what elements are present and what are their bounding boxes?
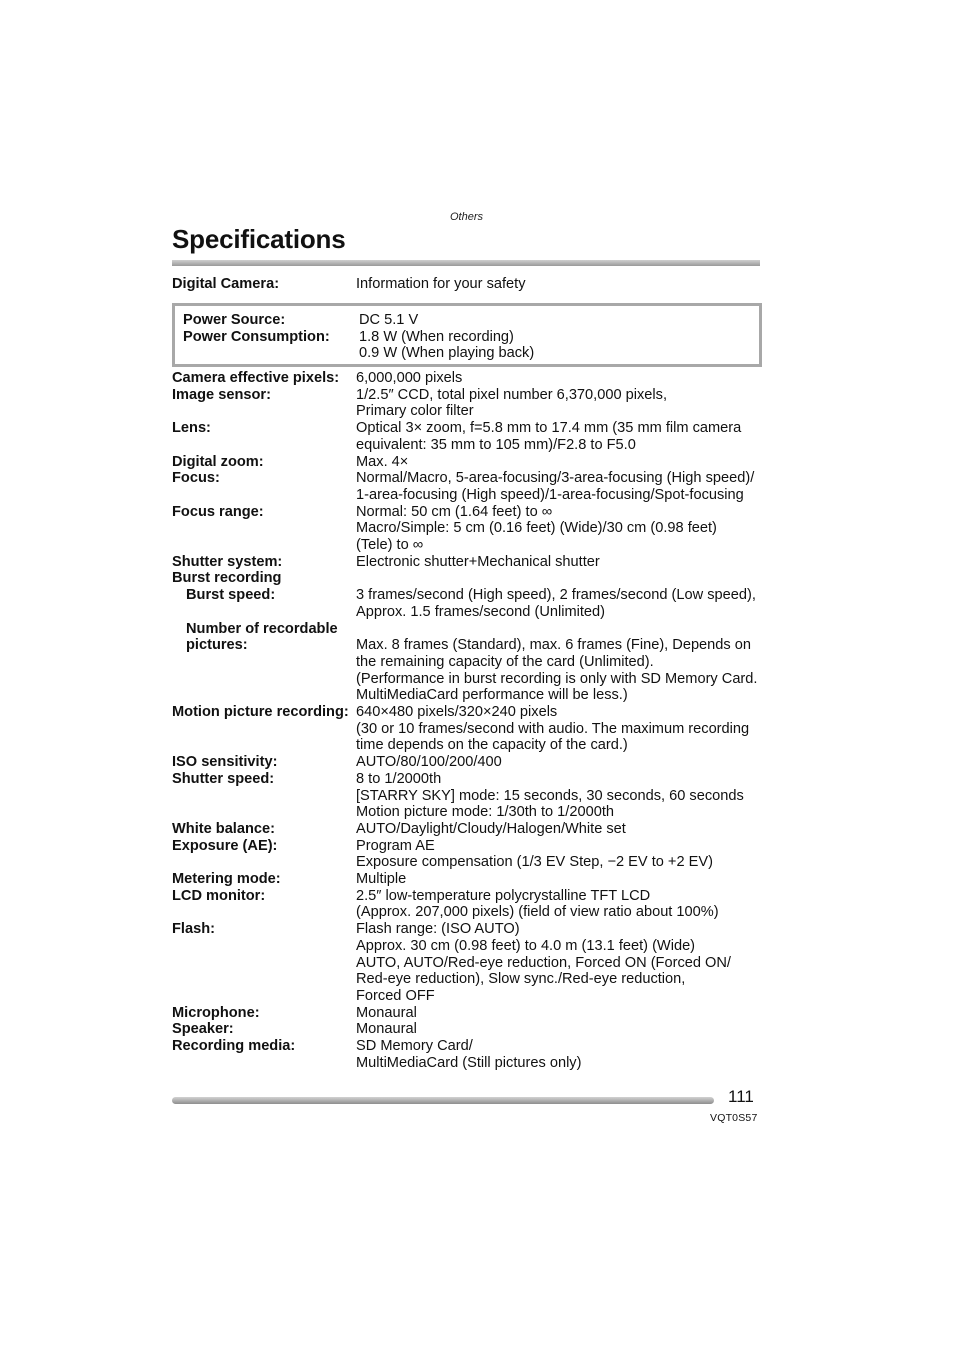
spec-value: Primary color filter: [356, 403, 474, 420]
spec-label: Focus range:: [172, 503, 264, 520]
spec-label: Digital Camera:: [172, 276, 280, 292]
spec-value: MultiMediaCard (Still pictures only): [356, 1054, 582, 1071]
spec-value: 8 to 1/2000th: [356, 770, 442, 787]
spec-value: Red-eye reduction), Slow sync./Red-eye reduction,: [356, 971, 686, 988]
spec-label: White balance:: [172, 820, 275, 837]
bottom-rule: [172, 1097, 714, 1104]
spec-value: (30 or 10 frames/second with audio. The maximum recording: [356, 720, 750, 737]
spec-value: Approx. 30 cm (0.98 feet) to 4.0 m (13.1 feet) (Wide): [356, 937, 696, 954]
spec-value: Multiple: [356, 871, 407, 887]
spec-label: Number of recordable: [186, 620, 338, 637]
spec-value: [STARRY SKY] mode: 15 seconds, 30 seconds, 60 seconds: [356, 787, 744, 804]
title-rule: [172, 260, 760, 266]
spec-value: SD Memory Card/: [356, 1038, 473, 1054]
spec-label: Camera effective pixels:: [172, 370, 340, 386]
page-number: 111: [728, 1087, 754, 1106]
spec-value: Max. 4×: [356, 453, 409, 470]
page-title: Specifications: [172, 224, 346, 254]
spec-value: Exposure compensation (1/3 EV Step, −2 EV to +2 EV): [356, 854, 713, 871]
spec-value: 1/2.5″ CCD, total pixel number 6,370,000 pixels,: [356, 386, 667, 403]
section-label: Others: [450, 211, 484, 223]
spec-value: 6,000,000 pixels: [356, 370, 463, 386]
spec-label: Recording media:: [172, 1038, 296, 1054]
doc-code: VQT0S57: [710, 1112, 758, 1124]
spec-value: (Approx. 207,000 pixels) (field of view ratio about 100%): [356, 904, 719, 921]
spec-value: the remaining capacity of the card (Unlimited).: [356, 653, 654, 670]
spec-label: ISO sensitivity:: [172, 754, 278, 771]
spec-value: equivalent: 35 mm to 105 mm)/F2.8 to F5.0: [356, 436, 636, 453]
spec-value: (Tele) to ∞: [356, 537, 424, 553]
spec-label: Lens:: [172, 420, 211, 437]
spec-label: Burst recording: [172, 570, 282, 587]
spec-value: Monaural: [356, 1021, 417, 1038]
spec-label: Shutter system:: [172, 553, 283, 570]
spec-label: Power Source:: [183, 312, 286, 328]
spec-value: AUTO, AUTO/Red-eye reduction, Forced ON (Forced ON/: [356, 954, 731, 971]
spec-value: Monaural: [356, 1004, 417, 1021]
spec-label: Microphone:: [172, 1004, 260, 1021]
spec-value: Approx. 1.5 frames/second (Unlimited): [356, 603, 606, 620]
spec-value: Normal/Macro, 5-area-focusing/3-area-focusing (High speed)/: [356, 470, 755, 487]
spec-value: Optical 3× zoom, f=5.8 mm to 17.4 mm (35 mm film camera: [356, 420, 742, 437]
spec-label: Flash:: [172, 921, 215, 938]
spec-value: Forced OFF: [356, 987, 435, 1004]
spec-value: 640×480 pixels/320×240 pixels: [356, 704, 558, 720]
spec-label: Shutter speed:: [172, 770, 275, 787]
spec-label: Focus:: [172, 470, 220, 487]
spec-label: Speaker:: [172, 1021, 234, 1038]
spec-value: Program AE: [356, 837, 435, 854]
spec-value: Macro/Simple: 5 cm (0.16 feet) (Wide)/30 cm (0.98 feet): [356, 520, 717, 537]
spec-label: pictures:: [186, 637, 248, 654]
spec-value: Motion picture mode: 1/30th to 1/2000th: [356, 804, 614, 821]
spec-value: time depends on the capacity of the card.): [356, 737, 628, 754]
spec-value: Normal: 50 cm (1.64 feet) to ∞: [356, 503, 553, 520]
spec-value: 0.9 W (When playing back): [359, 345, 535, 362]
spec-label: Digital zoom:: [172, 453, 264, 470]
spec-label: Motion picture recording:: [172, 704, 349, 720]
spec-value: MultiMediaCard performance will be less.): [356, 687, 628, 704]
spec-value: DC 5.1 V: [359, 312, 419, 328]
spec-value: 3 frames/second (High speed), 2 frames/second (Low speed),: [356, 587, 756, 604]
spec-label: Metering mode:: [172, 871, 281, 887]
spec-value: (Performance in burst recording is only with SD Memory Card.: [356, 670, 758, 687]
spec-label: Burst speed:: [186, 587, 276, 604]
spec-value: Max. 8 frames (Standard), max. 6 frames (Fine), Depends on: [356, 637, 751, 654]
spec-label: Exposure (AE):: [172, 837, 278, 854]
spec-value: AUTO/Daylight/Cloudy/Halogen/White set: [356, 820, 626, 837]
spec-value: Flash range: (ISO AUTO): [356, 921, 520, 938]
spec-label: Image sensor:: [172, 386, 271, 403]
spec-value: 1-area-focusing (High speed)/1-area-focusing/Spot-focusing: [356, 486, 744, 503]
spec-value: AUTO/80/100/200/400: [356, 754, 502, 771]
spec-label: Power Consumption:: [183, 328, 330, 345]
power-box: [172, 303, 762, 367]
spec-label: LCD monitor:: [172, 887, 266, 904]
spec-value: Electronic shutter+Mechanical shutter: [356, 553, 600, 570]
spec-value: 2.5″ low-temperature polycrystalline TFT LCD: [356, 887, 651, 904]
spec-value: 1.8 W (When recording): [359, 328, 514, 345]
spec-value: Information for your safety: [356, 276, 526, 292]
